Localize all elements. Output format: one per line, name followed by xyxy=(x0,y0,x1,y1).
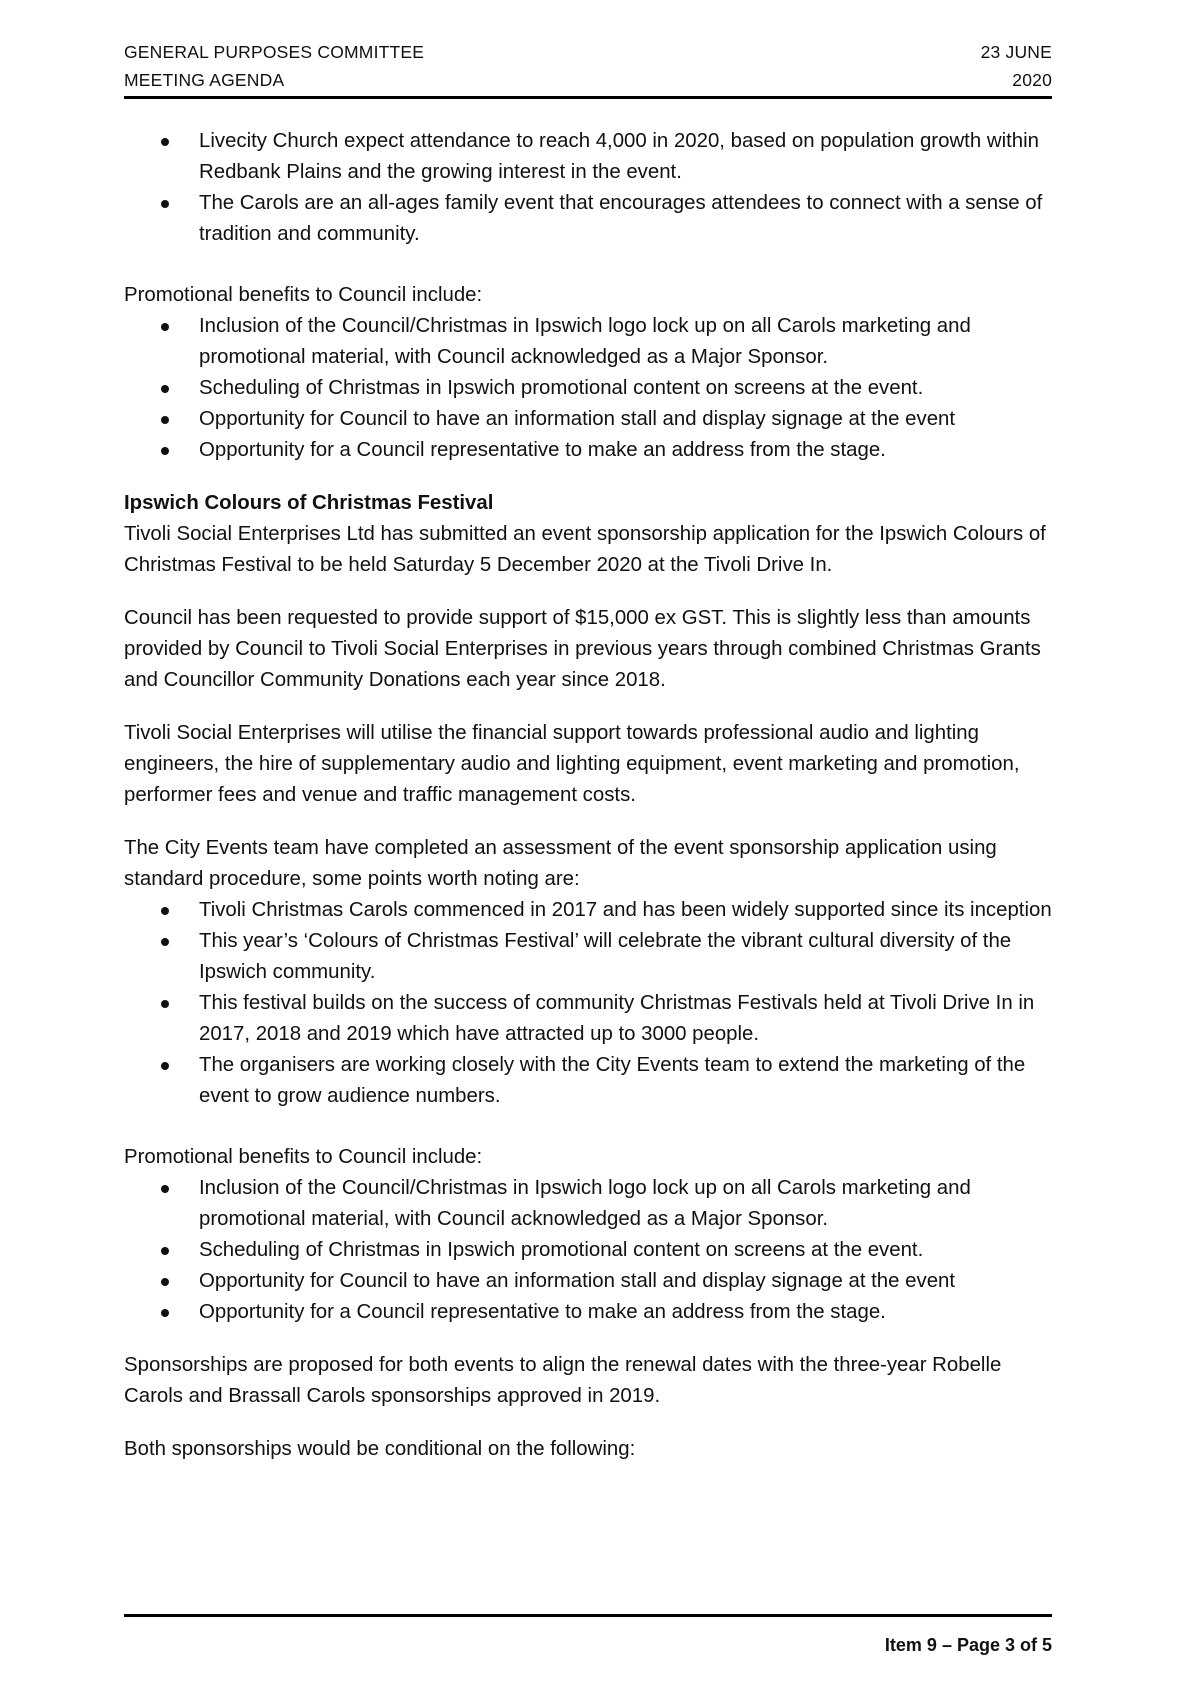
list-item-text: The Carols are an all-ages family event that encourages attendees to connect with a sense of tradition and community. xyxy=(199,192,1043,245)
list-item-text: Scheduling of Christmas in Ipswich promotional content on screens at the event. xyxy=(199,377,924,399)
list-item xyxy=(124,188,1064,250)
footer-divider xyxy=(124,1614,1052,1617)
bullet-icon xyxy=(161,1309,169,1317)
list-item-text: Scheduling of Christmas in Ipswich promotional content on screens at the event. xyxy=(199,1239,924,1261)
meeting-date-year: 2020 xyxy=(1012,70,1052,90)
promotional-benefits-list xyxy=(124,1173,1064,1328)
list-item-text: This festival builds on the success of community Christmas Festivals held at Tivoli Drive In in 2017, 2018 and 2019 which have attracted up to 3000 people. xyxy=(199,992,1035,1045)
list-item xyxy=(124,1266,1064,1297)
paragraph: Council has been requested to provide support of $15,000 ex GST. This is slightly less than amounts provided by Council to Tivoli Social Enterprises in previous years through combined Christmas Grants and Councillor Community Donations each year since 2018. xyxy=(124,607,1041,691)
bullet-icon xyxy=(161,200,169,208)
assessment-bullet-list xyxy=(124,895,1064,1112)
meeting-date-day-month: 23 JUNE xyxy=(980,42,1052,62)
paragraph: Tivoli Social Enterprises will utilise the financial support towards professional audio and lighting engineers, the hire of supplementary audio and lighting equipment, event marketing and promotion, performer fees and venue and traffic management costs. xyxy=(124,722,1020,806)
committee-name: GENERAL PURPOSES COMMITTEE xyxy=(124,42,425,62)
carols-bullet-list xyxy=(124,126,1064,250)
paragraph: Tivoli Social Enterprises Ltd has submitted an event sponsorship application for the Ipswich Colours of Christmas Festival to be held Saturday 5 December 2020 at the Tivoli Drive In. xyxy=(124,523,1046,576)
list-item xyxy=(124,1050,1064,1112)
list-item-text: The organisers are working closely with the City Events team to extend the marketing of the event to grow audience numbers. xyxy=(199,1054,1026,1107)
paragraph: The City Events team have completed an assessment of the event sponsorship application using standard procedure, some points worth noting are: xyxy=(124,837,997,890)
bullet-icon xyxy=(161,385,169,393)
list-item-text: Opportunity for Council to have an information stall and display signage at the event xyxy=(199,1270,956,1292)
promotional-benefits-list xyxy=(124,311,1064,466)
bullet-icon xyxy=(161,416,169,424)
list-item xyxy=(124,404,1064,435)
list-item-text: Opportunity for a Council representative to make an address from the stage. xyxy=(199,1301,886,1323)
section-heading: Ipswich Colours of Christmas Festival xyxy=(124,492,494,514)
list-item xyxy=(124,126,1064,188)
list-item-text: Opportunity for a Council representative to make an address from the stage. xyxy=(199,439,886,461)
committee-title-block xyxy=(124,38,424,94)
list-item xyxy=(124,1297,1064,1328)
promotional-benefits-intro: Promotional benefits to Council include: xyxy=(124,284,483,306)
bullet-icon xyxy=(161,1247,169,1255)
agenda-label: MEETING AGENDA xyxy=(124,70,285,90)
list-item xyxy=(124,895,1064,926)
list-item xyxy=(124,988,1064,1050)
list-item xyxy=(124,926,1064,988)
promotional-benefits-intro: Promotional benefits to Council include: xyxy=(124,1146,483,1168)
bullet-icon xyxy=(161,1185,169,1193)
bullet-icon xyxy=(161,907,169,915)
list-item-text: Opportunity for Council to have an information stall and display signage at the event xyxy=(199,408,956,430)
list-item xyxy=(124,311,1064,373)
paragraph: Both sponsorships would be conditional on the following: xyxy=(124,1438,636,1460)
bullet-icon xyxy=(161,1000,169,1008)
page-number: Item 9 – Page 3 of 5 xyxy=(884,1635,1052,1655)
bullet-icon xyxy=(161,323,169,331)
meeting-date-block xyxy=(981,38,1052,94)
bullet-icon xyxy=(161,938,169,946)
list-item xyxy=(124,1235,1064,1266)
list-item-text: Livecity Church expect attendance to reach 4,000 in 2020, based on population growth within Redbank Plains and the growing interest in the event. xyxy=(199,130,1039,183)
list-item-text: Tivoli Christmas Carols commenced in 2017 and has been widely supported since its inception xyxy=(199,899,1052,921)
bullet-icon xyxy=(161,447,169,455)
bullet-icon xyxy=(161,138,169,146)
bullet-icon xyxy=(161,1062,169,1070)
list-item-text: This year’s ‘Colours of Christmas Festival’ will celebrate the vibrant cultural diversity of the Ipswich community. xyxy=(199,930,1012,983)
list-item xyxy=(124,435,1064,466)
document-body xyxy=(124,126,1064,1465)
bullet-icon xyxy=(161,1278,169,1286)
list-item xyxy=(124,1173,1064,1235)
list-item-text: Inclusion of the Council/Christmas in Ipswich logo lock up on all Carols marketing and promotional material, with Council acknowledged as a Major Sponsor. xyxy=(199,1177,971,1230)
page-header xyxy=(124,38,1052,99)
list-item xyxy=(124,373,1064,404)
list-item-text: Inclusion of the Council/Christmas in Ipswich logo lock up on all Carols marketing and promotional material, with Council acknowledged as a Major Sponsor. xyxy=(199,315,971,368)
paragraph: Sponsorships are proposed for both events to align the renewal dates with the three-year Robelle Carols and Brassall Carols sponsorships approved in 2019. xyxy=(124,1354,1002,1407)
